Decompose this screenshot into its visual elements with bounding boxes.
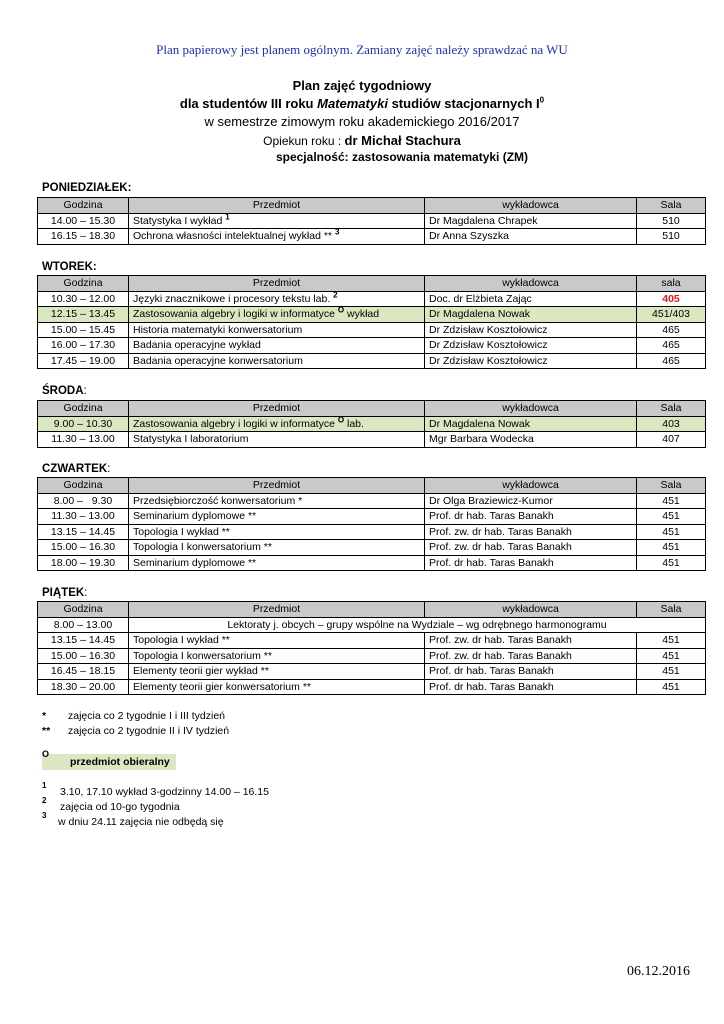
table-header-row: Godzina Przedmiot wykładowca Sala bbox=[38, 401, 706, 417]
table-row: 13.15 – 14.45 Topologia I wykład ** Prof. zw. dr hab. Taras Banakh 451 bbox=[38, 524, 706, 540]
table-row: 16.45 – 18.15 Elementy teorii gier wykład ** Prof. dr hab. Taras Banakh 451 bbox=[38, 664, 706, 680]
table-row-highlighted: 12.15 – 13.45 Zastosowania algebry i logiki w informatyce $^O$ wykład Dr Magdalena Nowak 451/403 bbox=[38, 307, 706, 323]
table-row: 11.30 – 13.00 Statystyka I laboratorium Mgr Barbara Wodecka 407 bbox=[38, 432, 706, 448]
legend-elective: O przedmiot obieralny bbox=[42, 754, 176, 770]
table-row: 14.00 – 15.30 Statystyka I wykład $^1$ Dr Magdalena Chrapek 510 bbox=[38, 213, 706, 229]
schedule-table-thursday bbox=[37, 477, 706, 571]
table-row: 15.00 – 15.45 Historia matematyki konwersatorium Dr Zdzisław Kosztołowicz 465 bbox=[38, 322, 706, 338]
table-row: 15.00 – 16.30 Topologia I konwersatorium ** Prof. zw. dr hab. Taras Banakh 451 bbox=[38, 648, 706, 664]
table-row-highlighted: 9.00 – 10.30 Zastosowania algebry i logiki w informatyce $^O$ lab. Dr Magdalena Nowak 403 bbox=[38, 416, 706, 432]
table-row-span: 8.00 – 13.00 Lektoraty j. obcych – grupy wspólne na Wydziale – wg odrębnego harmonogramu bbox=[38, 617, 706, 633]
day-label-friday: PIĄTEK: bbox=[42, 587, 88, 599]
table-header-row: Godzina Przedmiot wykładowca Sala bbox=[38, 478, 706, 494]
table-header-row: Godzina Przedmiot wykładowca Sala bbox=[38, 602, 706, 618]
footnote-2: 2 zajęcia od 10-go tygodnia bbox=[42, 796, 180, 813]
day-label-thursday: CZWARTEK: bbox=[42, 463, 111, 475]
table-row: 8.00 – 9.30 Przedsiębiorczość konwersatorium * Dr Olga Braziewicz-Kumor 451 bbox=[38, 493, 706, 509]
subtitle-advisor: Opiekun roku : dr Michał Stachura bbox=[263, 133, 461, 148]
day-label-tuesday: WTOREK: bbox=[42, 261, 97, 273]
schedule-table-friday bbox=[37, 601, 706, 695]
schedule-table-monday bbox=[37, 197, 706, 245]
schedule-table-tuesday bbox=[37, 275, 706, 369]
table-row: 18.30 – 20.00 Elementy teorii gier konwersatorium ** Prof. dr hab. Taras Banakh 451 bbox=[38, 679, 706, 695]
notice-banner: Plan papierowy jest planem ogólnym. Zamiany zajęć należy sprawdzać na WU bbox=[156, 42, 568, 57]
table-row: 13.15 – 14.45 Topologia I wykład ** Prof. zw. dr hab. Taras Banakh 451 bbox=[38, 633, 706, 649]
table-row: 15.00 – 16.30 Topologia I konwersatorium ** Prof. zw. dr hab. Taras Banakh 451 bbox=[38, 540, 706, 556]
table-row: 11.30 – 13.00 Seminarium dyplomowe ** Prof. dr hab. Taras Banakh 451 bbox=[38, 509, 706, 525]
day-label-monday: PONIEDZIAŁEK: bbox=[42, 182, 132, 194]
schedule-table-wednesday bbox=[37, 400, 706, 448]
subtitle-specialty: specjalność: zastosowania matematyki (ZM) bbox=[275, 150, 529, 164]
legend-single-star: * zajęcia co 2 tygodnie I i III tydzień bbox=[42, 710, 226, 722]
table-header-row: Godzina Przedmiot wykładowca Sala bbox=[38, 198, 706, 214]
subtitle-students: dla studentów III roku Matematyki studiów stacjonarnych $I^0$ bbox=[179, 95, 545, 111]
table-row: 17.45 – 19.00 Badania operacyjne konwersatorium Dr Zdzisław Kosztołowicz 465 bbox=[38, 353, 706, 369]
table-row: 10.30 – 12.00 Języki znacznikowe i procesory tekstu lab. $^2$ Doc. dr Elżbieta Zając 405 bbox=[38, 291, 706, 307]
room-alert: 405 bbox=[637, 291, 706, 307]
subtitle-semester: w semestrze zimowym roku akademickiego 2016/2017 bbox=[204, 114, 520, 129]
legend-double-star: ** zajęcia co 2 tygodnie II i IV tydzień bbox=[42, 725, 230, 737]
table-row: 18.00 – 19.30 Seminarium dyplomowe ** Prof. dr hab. Taras Banakh 451 bbox=[38, 555, 706, 571]
document-date: 06.12.2016 bbox=[627, 964, 690, 979]
table-row: 16.15 – 18.30 Ochrona własności intelektualnej wykład ** $^3$ Dr Anna Szyszka 510 bbox=[38, 229, 706, 245]
table-row: 16.00 – 17.30 Badania operacyjne wykład Dr Zdzisław Kosztołowicz 465 bbox=[38, 338, 706, 354]
footnote-3: 3 w dniu 24.11 zajęcia nie odbędą się bbox=[42, 811, 224, 828]
table-header-row: Godzina Przedmiot wykładowca sala bbox=[38, 276, 706, 292]
day-label-wednesday: ŚRODA: bbox=[42, 385, 87, 397]
footnote-1: 1 3.10, 17.10 wykład 3-godzinny 14.00 – 16.15 bbox=[42, 781, 269, 798]
page-title: Plan zajęć tygodniowy bbox=[292, 78, 432, 93]
